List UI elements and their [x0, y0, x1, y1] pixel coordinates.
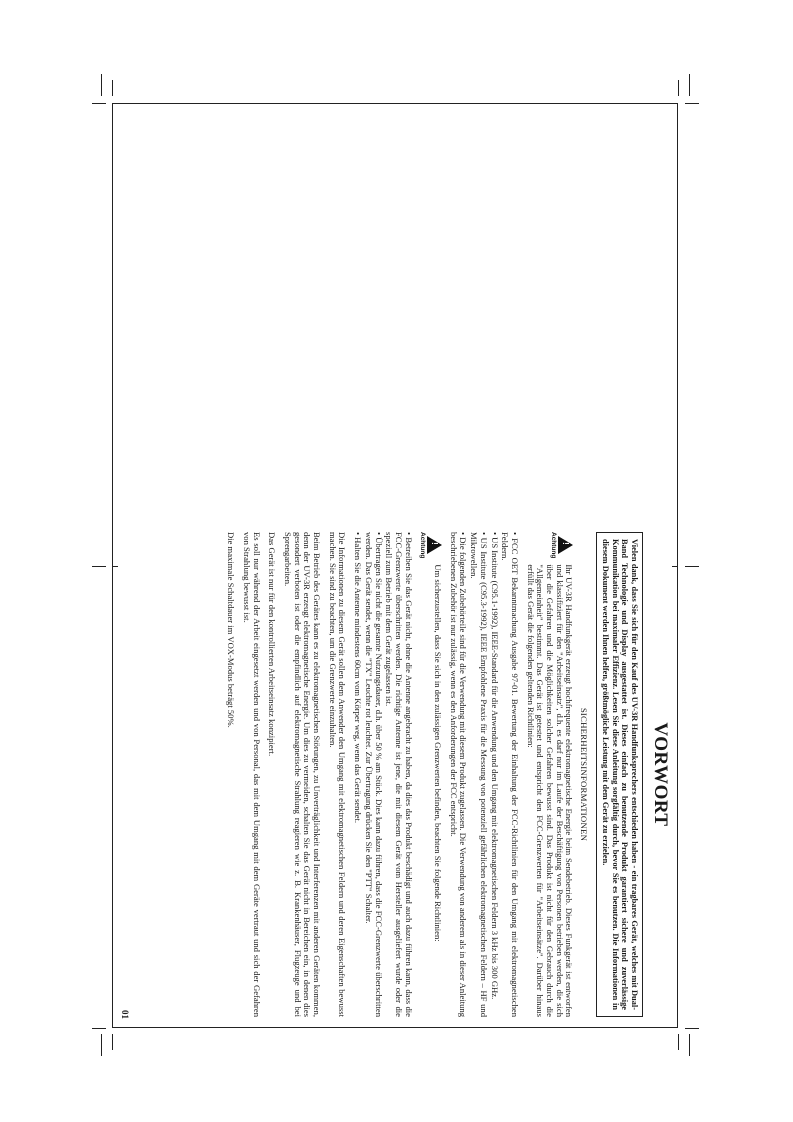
crop-mark [685, 103, 699, 104]
fcc-bullet-list [448, 532, 519, 1017]
notice-label: Achtung [419, 532, 426, 559]
crop-mark [112, 80, 113, 96]
paragraph: Beim Betrieb des Gerätes kann es zu elektromagnetischen Störungen, zu Unverträglichkeit und Interferenzen mit anderen Geräten kommen, denn der UV-3R erzeugt elektromagnetische Energie. Um dies zu vermeiden, schalten Sie das Gerät nicht in Bereichen ein, in denen dies gesondert verboten ist oder die empfindlich auf elektromagnetische Strahlung reagieren wie z. B. Krankenhäuser, Flugzeuge und bei Sprengarbeiten. [282, 532, 323, 1017]
crop-mark [101, 74, 102, 96]
intro-box [596, 532, 643, 1017]
notice-block [419, 532, 442, 1017]
operation-bullet-list [352, 532, 412, 1017]
list-item: • US Institute (C95.1-1992), IEEE-Standard für die Anwendung und den Umgang mit elektromagnetischen Feldern 3 kHz bis 300 GHz. [489, 532, 500, 1000]
crop-mark [685, 566, 699, 567]
paragraph: Das Gerät ist nur für den kontrollierten Arbeitseinsatz konzipiert. [267, 532, 278, 757]
intro-text: Vielen dank, dass Sie sich für den Kauf des UV-3R Handfunksprechers entschieden haben - ein tragbares Gerät, welches mit Dual-Band Technologie und Display ausgestattet ist. Dieses einfach zu benutzende Produkt garantiert sichere und zuverlässige Kommunikation bei maximaler Effizienz. Lesen Sie diese Anleitung sorgfältig durch, bevor Sie es benutzen. Die Informationen in diesem Dokument werden Ihnen helfen, größtmögliche Leistung mit dem Gerät zu erzielen. [601, 539, 639, 1010]
fold-mark [672, 566, 678, 567]
crop-mark [689, 74, 690, 96]
warning-block [525, 532, 574, 1017]
crop-mark [92, 1028, 106, 1029]
exclamation-icon: ! Achtung [419, 532, 442, 558]
page-number: 01 [120, 1010, 131, 1019]
notice-text: Um sicherzustellen, dass Sie sich in den zulässigen Grenzwerten befinden, beachten Sie folgende Richtlinien: [433, 564, 443, 942]
crop-mark [678, 1034, 679, 1050]
warning-text: Ihr UV-3R Handfunkgerät erzeugt hochfrequente elektromagnetische Energie beim Sendebetrieb. Dieses Funkgerät ist entworfen und klassifiziert für den "Arbeitseinsatz", d.h. es darf nur im Laufe der Beschäftigung von Personen betrieben werden, die sich über die Gefahren und die Möglichkeiten solcher Gefahren bewusst sind. Das Produkt ist nicht für den Gebrauch durch die "Allgemeinheit" bestimmt. Das Gerät ist getestet und entspricht den FCC-Grenzwerten für "Arbeitseinsätze". Darüber hinaus erfüllt das Gerät die folgenden geltenden Richtlinien: [525, 564, 575, 1017]
list-item: • FCC OET Bekanntmachung Ausgabe 97-01. Bewertung der Einhaltung der FCC-Richtlinien für den Umgang mit elektromagnetischen Feldern. [500, 532, 520, 1017]
crop-mark [689, 1034, 690, 1056]
list-item: • Halten Sie die Antenne mindestens 60cm vom Körper weg, wenn das Gerät sendet. [353, 532, 364, 824]
crop-mark [92, 566, 106, 567]
page-title: VORWORT [650, 722, 671, 827]
fold-mark [112, 566, 118, 567]
paragraph: Die maximale Schaltdauer im VOX-Modus beträgt 50%. [226, 532, 237, 728]
list-item: • US Institute (C95.3-1992), IEEE Empfohlene Praxis für die Messung von potenziell gefährlichen elektromagnetischen Feldern – HF und Mikrowellen. [469, 532, 489, 1017]
crop-mark [92, 103, 106, 104]
crop-mark [685, 1028, 699, 1029]
list-item: • Betreiben Sie das Gerät nicht, ohne die Antenne angebracht zu haben, da dies das Produkt beschädigt und auch dazu führen kann, dass die FCC-Grenzwerte überschritten werden. Die richtige Antenne ist jene, die mit diesem Gerät vom Hersteller ausgeliefert wurde oder die speziell zum Betrieb mit dem Gerät zugelassen ist. [384, 532, 414, 1017]
crop-mark [112, 1034, 113, 1050]
list-item: • Die folgenden Zubehörteile sind für die Verwendung mit diesem Produkt zugelassen. Die Verwendung von anderem als in dieser Anleitung beschriebenen Zubehör ist nur zulässig, wenn es den Anforderungen der FCC entspricht. [448, 532, 469, 1017]
crop-mark [101, 1034, 102, 1056]
warning-label: Achtung [550, 532, 558, 559]
section-heading: SICHERHEITSINFORMATIONEN [579, 707, 590, 842]
rotated-page-content [120, 532, 671, 1019]
paragraph: Es soll nur während der Arbeit eingesetzt werden und von Personal, das mit dem Umgang mit dem Geräte vertraut und sich der Gefahren von Strahlung bewusst ist. [241, 532, 262, 1017]
paragraph: Die Informationen zu diesem Gerät sollen dem Anwender den Umgang mit elektromagnetischen Feldern und deren Eigenschaften bewusst machen. Sie sind zu beachten, um die Grenzwerte einzuhalten. [327, 532, 348, 1017]
list-item: • Übertragen Sie nicht die gesamte Nutzungsdauer, d.h. über 50 % am Stück. Dies kann dazu führen, dass die FCC-Grenzwerte überschritten werden. Das Gerät sendet, wenn die "TX" Leuchte rot leuchtet. Zur Übertragung drücken Sie den "PTT" Schalter. [363, 532, 384, 1017]
crop-mark [678, 80, 679, 96]
warning-icon: ! Achtung [550, 532, 573, 558]
